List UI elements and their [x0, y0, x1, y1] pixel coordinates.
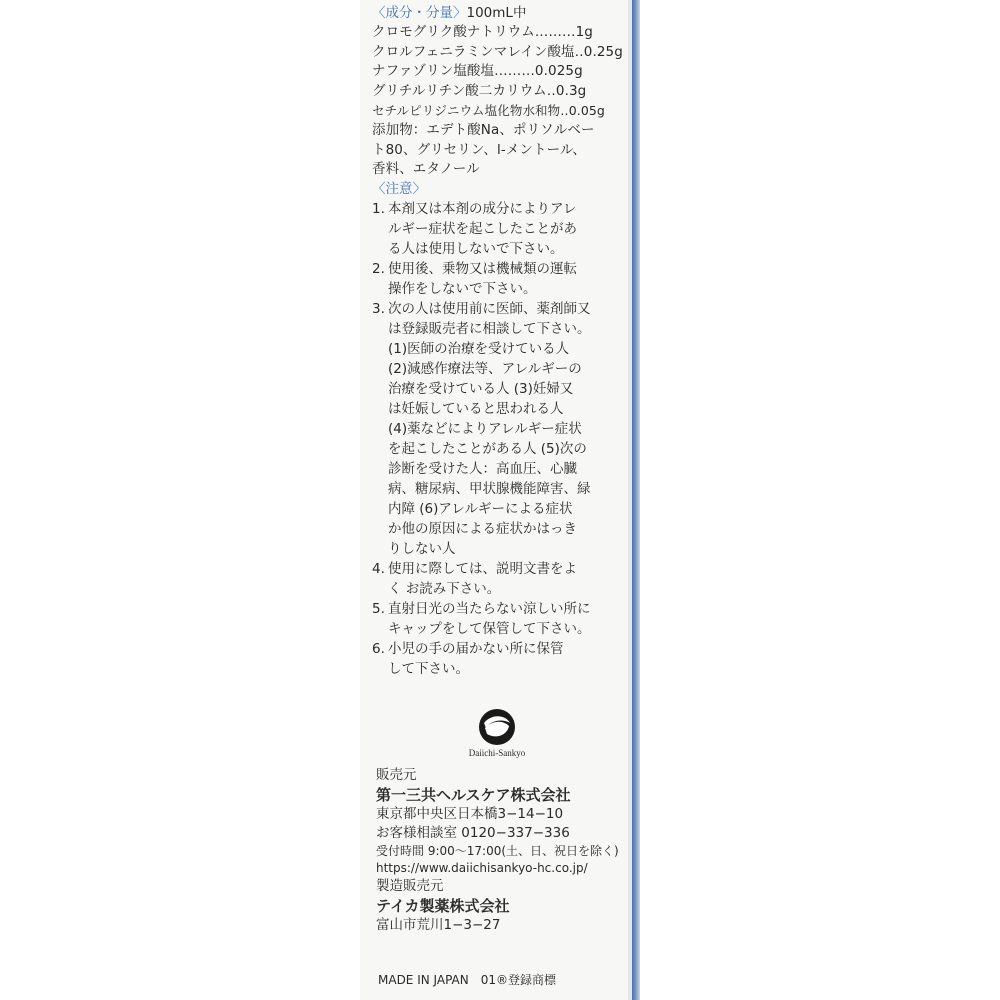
seller-label: 販売元 — [376, 767, 417, 783]
company-info — [376, 766, 626, 935]
caution-subline: 内障 (6)アレルギーによる症状 — [388, 500, 573, 517]
caution-subline: 病、糖尿病、甲状腺機能障害、緑 — [388, 480, 591, 497]
logo-text: Daiichi-Sankyo — [468, 748, 526, 758]
caution-line: 使用に際しては、説明文書をよ — [388, 560, 577, 577]
caution-line: して下さい。 — [388, 660, 469, 677]
daiichi-sankyo-logo — [462, 706, 532, 758]
caution-item — [372, 299, 622, 559]
caution-line: 次の人は使用前に医師、薬剤師又 — [388, 300, 591, 317]
manufacturer-label: 製造販売元 — [376, 878, 444, 894]
caution-number: 5. — [372, 600, 385, 617]
daiichi-sankyo-logo-icon — [477, 706, 517, 746]
seller-hours: 受付時間 9:00〜17:00(土、日、祝日を除く) — [376, 844, 619, 858]
ingredients-header — [372, 4, 622, 23]
caution-number: 3. — [372, 300, 385, 317]
caution-line: 直射日光の当たらない涼しい所に — [388, 600, 591, 617]
caution-line: キャップをして保管して下さい。 — [388, 620, 591, 637]
caution-item — [372, 199, 622, 259]
ingredients-header-label: 〈成分・分量〉 — [372, 5, 467, 21]
caution-subline: を起こしたことがある人 (5)次の — [388, 440, 587, 457]
ingredient-line: クロルフェニラミンマレイン酸塩‥0.25g — [372, 43, 623, 60]
caution-line: く お読み下さい。 — [388, 580, 501, 597]
caution-line: る人は使用しないで下さい。 — [388, 240, 564, 257]
ingredient-line: グリチルリチン酸二カリウム‥0.3g — [372, 82, 587, 99]
caution-number: 4. — [372, 560, 385, 577]
made-in-japan-footer: MADE IN JAPAN 01®登録商標 — [378, 973, 556, 987]
caution-subline: (2)減感作療法等、アレルギーの — [388, 360, 582, 377]
caution-subline: りしない人 — [388, 540, 456, 557]
caution-line: 本剤又は本剤の成分によりアレ — [388, 200, 577, 217]
caution-subline: (1)医師の治療を受けている人 — [388, 340, 570, 357]
seller-phone: お客様相談室 0120−337−336 — [376, 825, 570, 841]
caution-line: は登録販売者に相談して下さい。 — [388, 320, 591, 337]
ingredient-line: ナファゾリン塩酸塩………0.025g — [372, 63, 583, 80]
seller-company: 第一三共ヘルスケア株式会社 — [376, 786, 571, 804]
caution-line: ルギー症状を起こしたことがあ — [388, 220, 577, 237]
manufacturer-company: テイカ製薬株式会社 — [376, 897, 510, 915]
caution-item — [372, 599, 622, 639]
caution-line: 使用後、乗物又は機械類の運転 — [388, 260, 577, 277]
caution-item — [372, 559, 622, 599]
caution-subline: は妊娠していると思われる人 — [388, 400, 564, 417]
additives-line: 香料、エタノール — [372, 161, 480, 178]
seller-address: 東京都中央区日本橋3−14−10 — [376, 806, 564, 822]
caution-line: 小児の手の届かない所に保管 — [388, 640, 564, 657]
caution-subline: (4)薬などによりアレルギー症状 — [388, 420, 582, 437]
seller-url: https://www.daiichisankyo-hc.co.jp/ — [376, 861, 588, 875]
manufacturer-address: 富山市荒川1−3−27 — [376, 917, 501, 933]
caution-item — [372, 639, 622, 679]
additives-line: ト80、グリセリン、l-メントール、 — [372, 141, 587, 158]
caution-number: 2. — [372, 260, 385, 277]
caution-subline: か他の原因による症状かはっき — [388, 520, 577, 537]
caution-item — [372, 259, 622, 299]
caution-subline: 治療を受けている人 (3)妊婦又 — [388, 380, 574, 397]
label-text-block — [372, 4, 622, 679]
caution-subline: 診断を受けた人：高血圧、心臓 — [388, 460, 577, 477]
caution-number: 1. — [372, 200, 385, 217]
caution-line: 操作をしないで下さい。 — [388, 280, 537, 297]
background — [0, 0, 360, 1000]
ingredients-header-value: 100mL中 — [466, 5, 527, 21]
ingredient-line: セチルピリジニウム塩化物水和物‥0.05g — [372, 103, 605, 119]
ingredient-line: クロモグリク酸ナトリウム………1g — [372, 24, 593, 40]
caution-number: 6. — [372, 640, 385, 657]
cautions-header: 〈注意〉 — [372, 180, 426, 197]
blue-edge-strip — [632, 0, 640, 1000]
additives-line: 添加物：エデト酸Na、ポリソルベー — [372, 121, 595, 138]
